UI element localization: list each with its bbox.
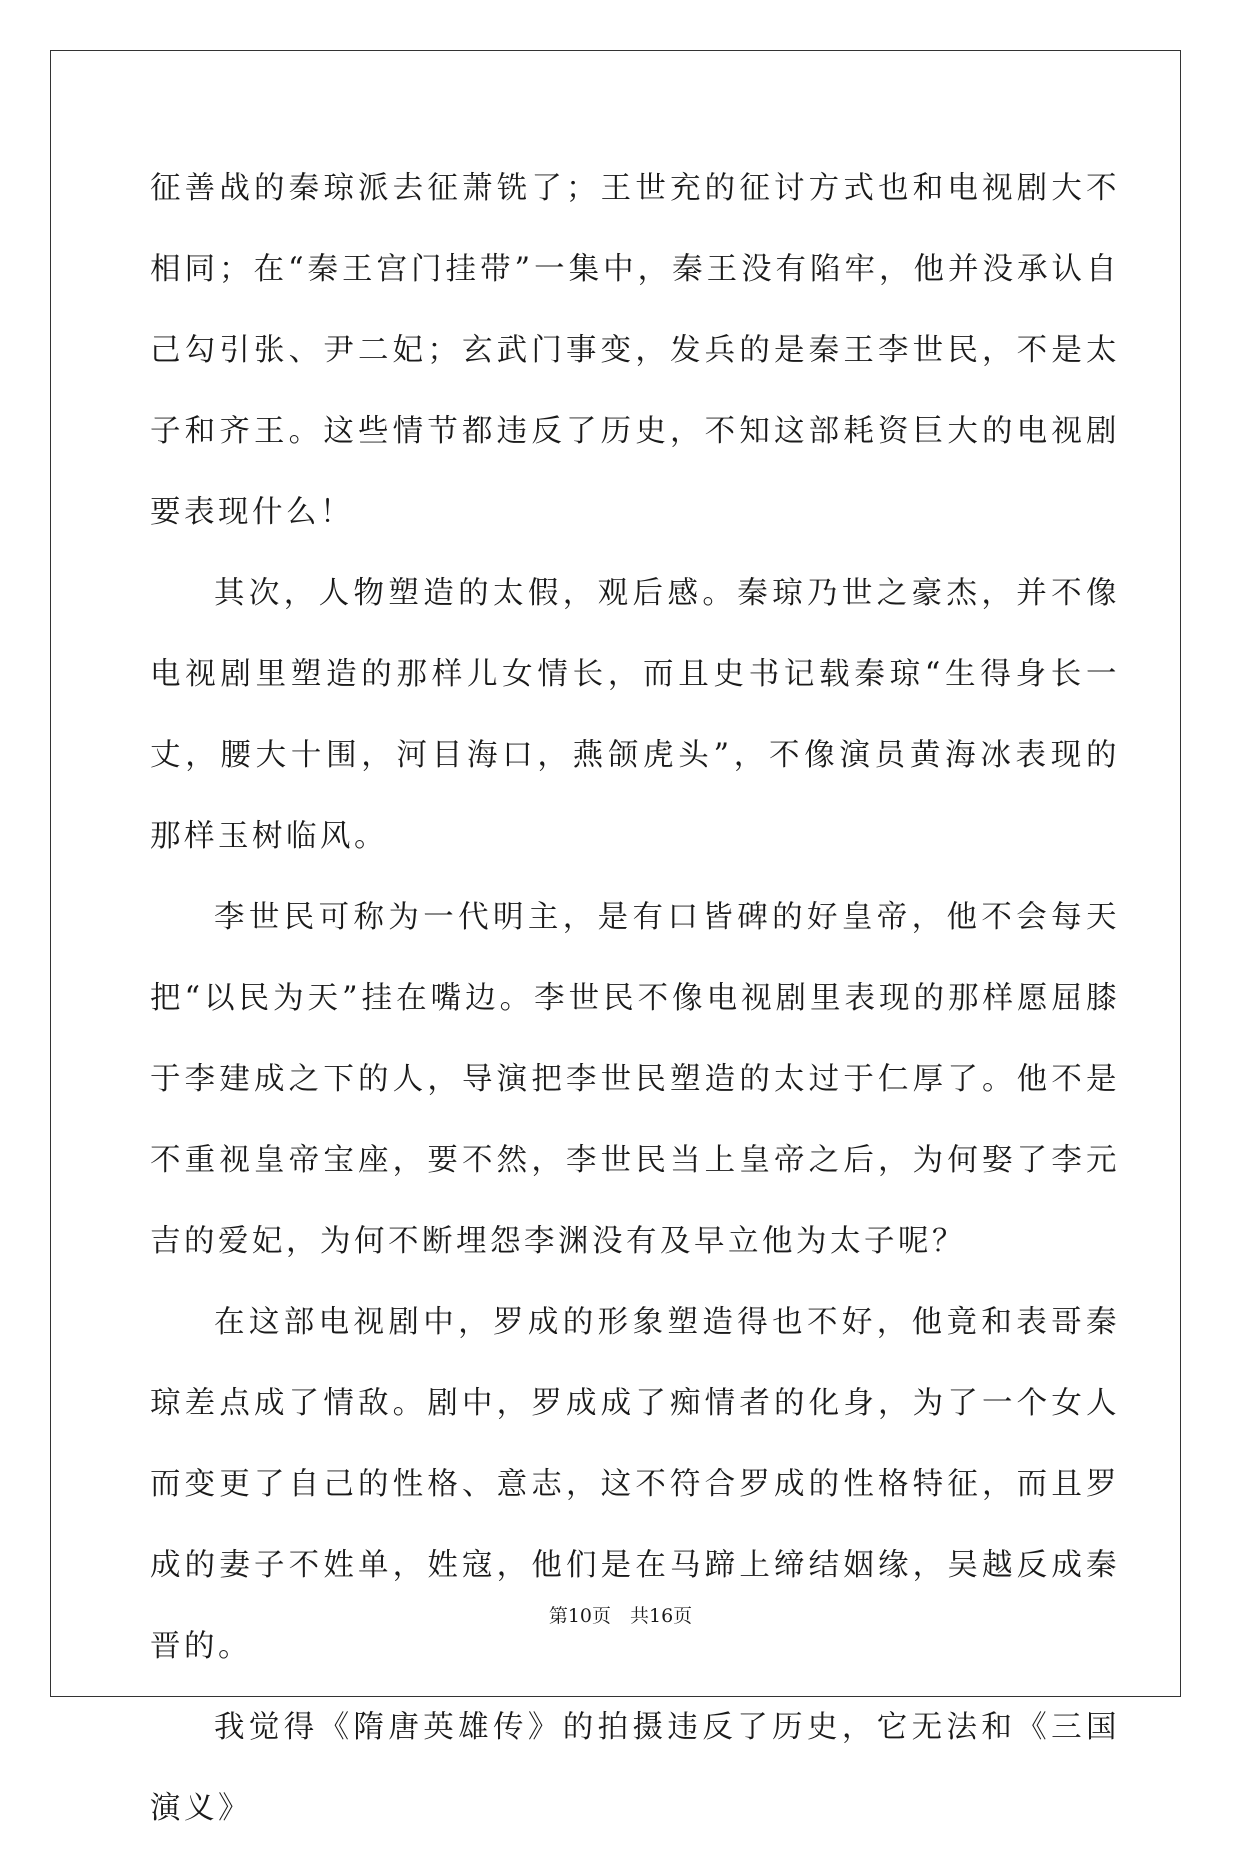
paragraph: 征善战的秦琼派去征萧铣了；王世充的征讨方式也和电视剧大不相同；在“秦王宫门挂带”一集中，秦王没有陷牢，他并没承认自己勾引张、尹二妃；玄武门事变，发兵的是秦王李世民，不是太子和齐王。这些情节都违反了历史，不知这部耗资巨大的电视剧要表现什么！ — [150, 171, 1120, 530]
paragraph: 我觉得《隋唐英雄传》的拍摄违反了历史，它无法和《三国演义》 — [150, 1710, 1120, 1826]
paragraph: 李世民可称为一代明主，是有口皆碑的好皇帝，他不会每天把“以民为天”挂在嘴边。李世民不像电视剧里表现的那样愿屈膝于李建成之下的人，导演把李世民塑造的太过于仁厚了。他不是不重视皇帝宝座，要不然，李世民当上皇帝之后，为何娶了李元吉的爱妃，为何不断埋怨李渊没有及早立他为太子呢？ — [150, 900, 1120, 1259]
page-number-footer: 第10页 共16页 — [548, 1605, 693, 1627]
paragraph: 在这部电视剧中，罗成的形象塑造得也不好，他竟和表哥秦琼差点成了情敌。剧中，罗成成了痴情者的化身，为了一个女人而变更了自己的性格、意志，这不符合罗成的性格特征，而且罗成的妻子不姓单，姓寇，他们是在马蹄上缔结姻缘，吴越反成秦晋的。 — [150, 1305, 1120, 1664]
document-body — [150, 148, 1120, 1849]
paragraph: 其次，人物塑造的太假，观后感。秦琼乃世之豪杰，并不像电视剧里塑造的那样儿女情长，而且史书记载秦琼“生得身长一丈，腰大十围，河目海口，燕颌虎头”，不像演员黄海冰表现的那样玉树临风。 — [150, 576, 1120, 854]
